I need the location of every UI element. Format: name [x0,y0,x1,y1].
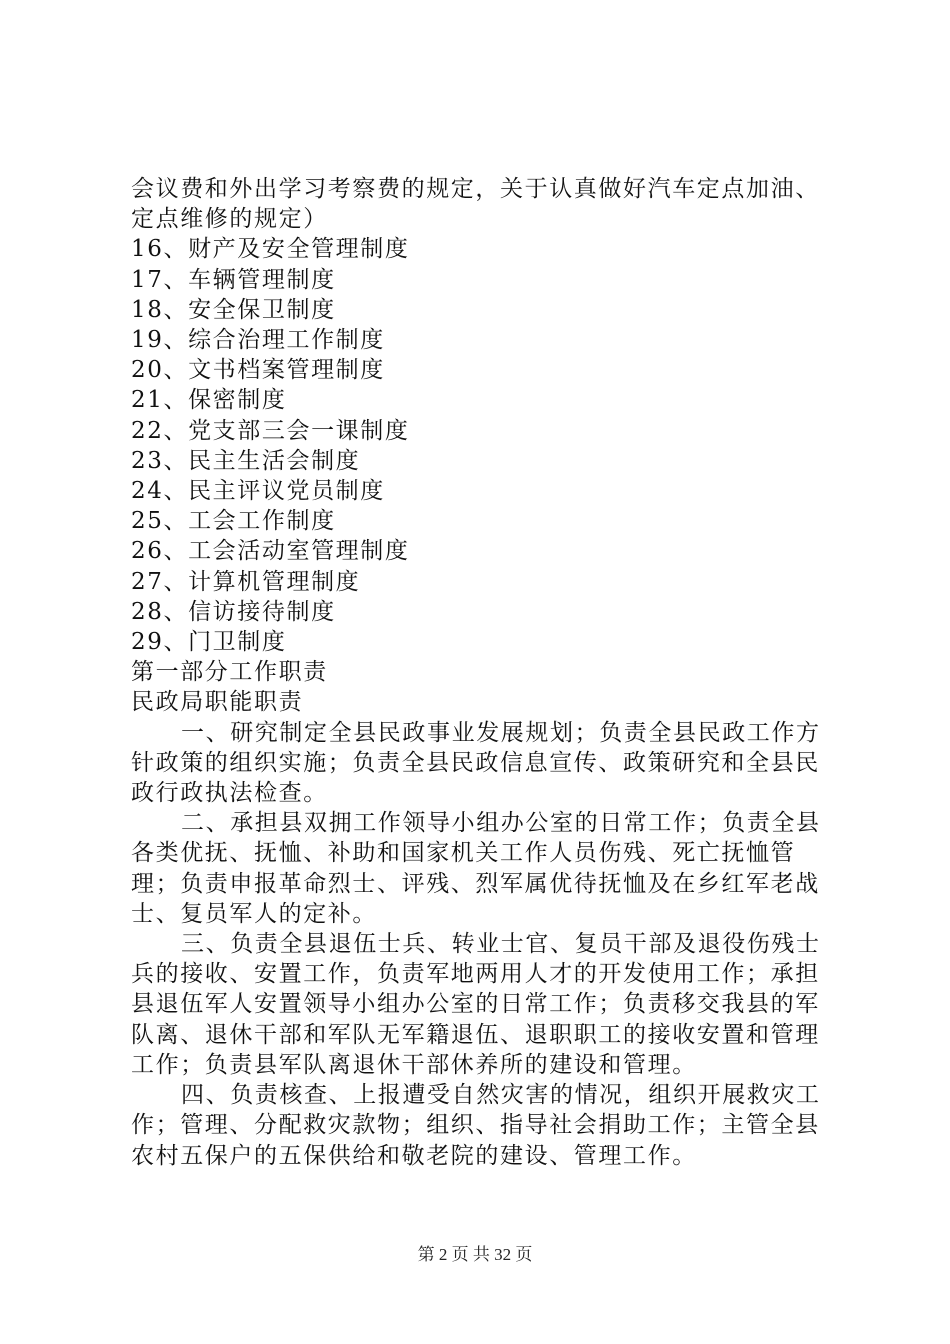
document-body [131,174,831,1171]
list-item: 28、信访接待制度 [131,598,336,625]
list-item: 26、工会活动室管理制度 [131,538,410,565]
section-title: 第一部分工作职责 [131,659,328,686]
page-number-footer: 第 2 页 共 32 页 [417,1245,533,1264]
list-item: 22、党支部三会一课制度 [131,417,410,444]
list-item: 29、门卫制度 [131,629,287,656]
list-item: 20、文书档案管理制度 [131,357,385,384]
list-item: 27、计算机管理制度 [131,568,361,595]
list-item: 24、民主评议党员制度 [131,478,385,505]
list-item: 19、综合治理工作制度 [131,327,385,354]
list-item: 18、安全保卫制度 [131,296,336,323]
body-paragraph: 二、承担县双拥工作领导小组办公室的日常工作；负责全县各类优抚、抚恤、补助和国家机关工作人员伤残、死亡抚恤管理；负责申报革命烈士、评残、烈军属优待抚恤及在乡红军老战士、复员军人的定补。 [131,810,821,927]
list-item: 23、民主生活会制度 [131,447,361,474]
body-paragraph: 一、研究制定全县民政事业发展规划；负责全县民政工作方针政策的组织实施；负责全县民政信息宣传、政策研究和全县民政行政执法检查。 [131,719,821,807]
list-item: 17、车辆管理制度 [131,266,336,293]
continuation-paragraph: 会议费和外出学习考察费的规定，关于认真做好汽车定点加油、定点维修的规定） [131,176,820,233]
body-paragraph: 四、负责核查、上报遭受自然灾害的情况，组织开展救灾工作；管理、分配救灾款物；组织、指导社会捐助工作；主管全县农村五保户的五保供给和敬老院的建设、管理工作。 [131,1082,821,1169]
subsection-title: 民政局职能职责 [131,689,304,716]
body-paragraph: 三、负责全县退伍士兵、转业士官、复员干部及退役伤残士兵的接收、安置工作，负责军地两用人才的开发使用工作；承担县退伍军人安置领导小组办公室的日常工作；负责移交我县的军队离、退休干部和军队无军籍退伍、退职职工的接收安置和管理工作；负责县军队离退休干部休养所的建设和管理。 [131,931,821,1078]
list-item: 25、工会工作制度 [131,508,336,535]
list-item: 16、财产及安全管理制度 [131,236,410,263]
list-item: 21、保密制度 [131,387,287,414]
